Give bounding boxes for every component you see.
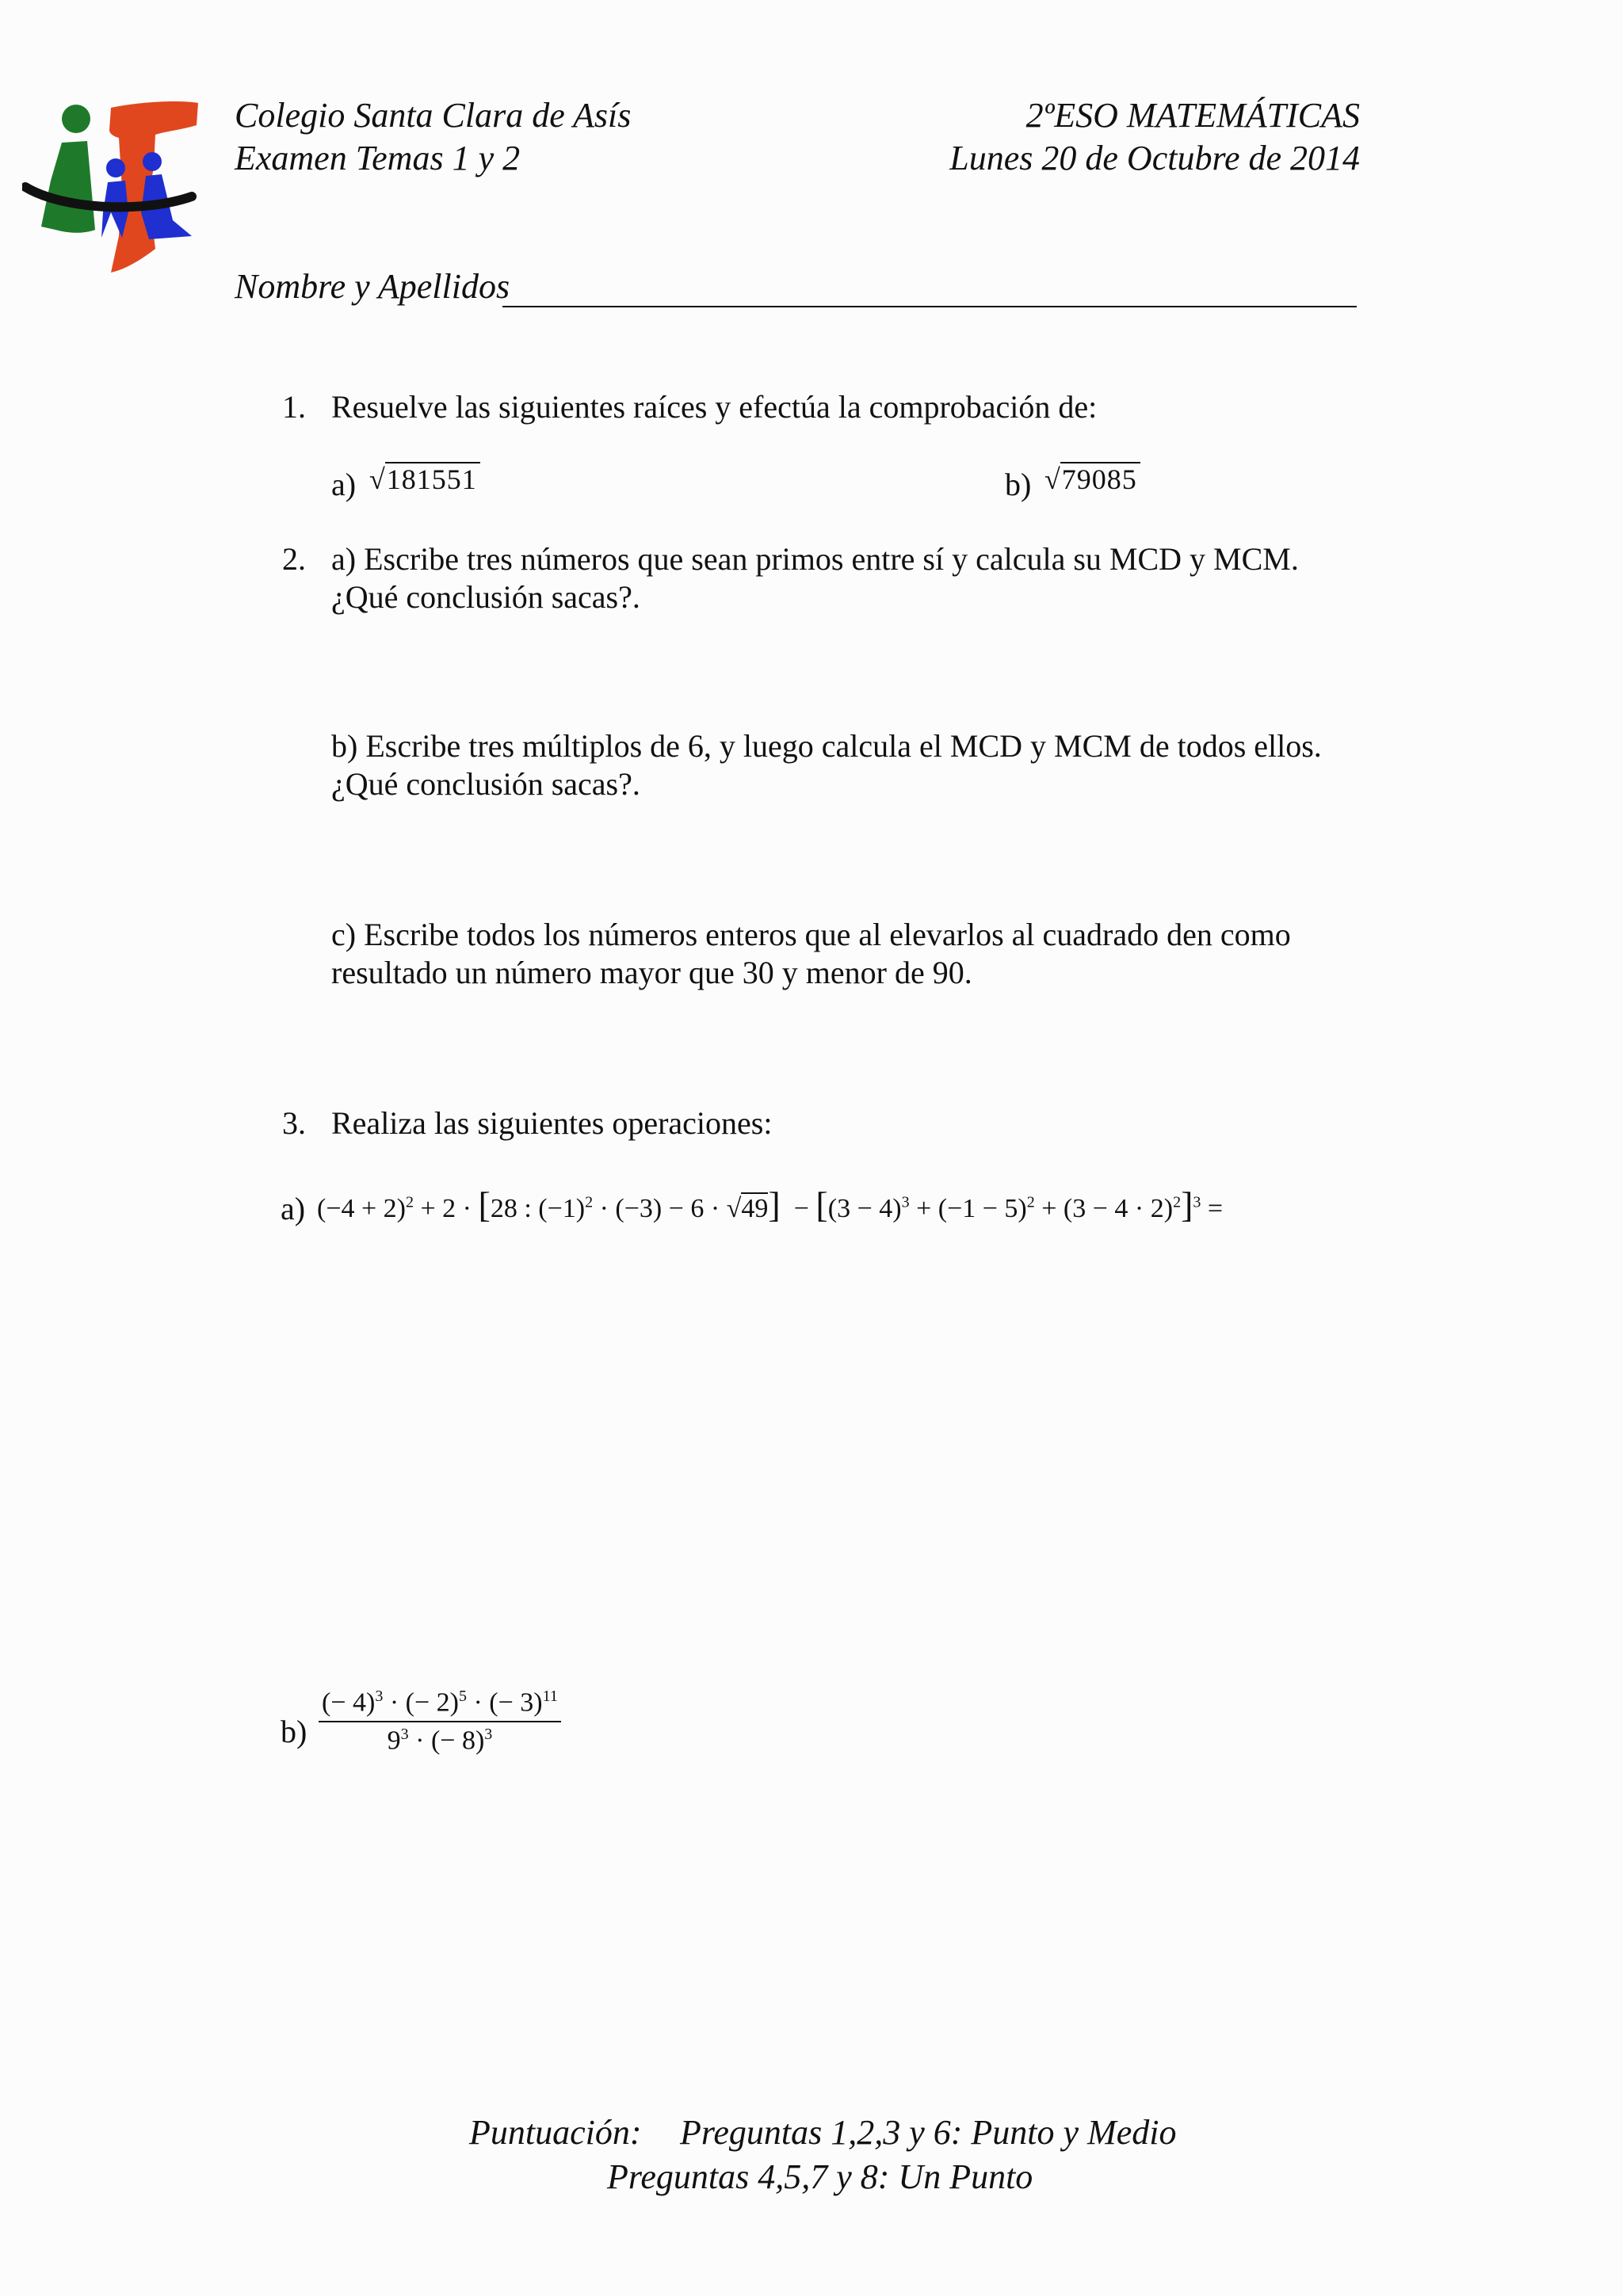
q2b-line1: b) Escribe tres múltiplos de 6, y luego calcula el MCD y MCM de todos ellos. xyxy=(331,728,1322,764)
q1b-radicand: 79085 xyxy=(1060,462,1140,495)
footer-line1: Preguntas 1,2,3 y 6: Punto y Medio xyxy=(680,2113,1177,2152)
q1b-radical: √79085 xyxy=(1044,463,1140,496)
school-logo xyxy=(22,93,204,276)
q3-number: 3. xyxy=(282,1105,306,1141)
q1-number: 1. xyxy=(282,389,306,425)
q2a-line2: ¿Qué conclusión sacas?. xyxy=(331,579,640,615)
logo-green-figure xyxy=(41,141,95,233)
name-input-line[interactable] xyxy=(502,304,1357,307)
q1a-label: a) xyxy=(331,467,357,502)
q1b-label: b) xyxy=(1005,467,1032,502)
exam-title: Examen Temas 1 y 2 xyxy=(235,139,521,177)
q2c-line2: resultado un número mayor que 30 y menor de 90. xyxy=(331,955,972,990)
exam-date: Lunes 20 de Octubre de 2014 xyxy=(949,139,1360,177)
logo-blue-dot-right xyxy=(143,152,162,171)
q1-text: Resuelve las siguientes raíces y efectúa la comprobación de: xyxy=(331,389,1098,425)
q3a-expression: $(-4 + 2)^2 + 2 \cdot [28$ : $(-1)^2 \cdot (-3) - 6 \cdot √49] - [(3 - 4)^3 + (-1 - 5)^2 + (3 - 4 \cdot 2)^2]^3$ = xyxy=(317,1184,1224,1225)
name-label: Nombre y Apellidos xyxy=(235,267,510,306)
footer-line2: Preguntas 4,5,7 y 8: Un Punto xyxy=(607,2157,1033,2196)
school-name: Colegio Santa Clara de Asís xyxy=(235,96,632,135)
q3b-fraction xyxy=(319,1688,561,1756)
q3b-label: b) xyxy=(281,1714,307,1749)
footer-label: Puntuación: xyxy=(469,2113,642,2152)
q3b-numerator: (− 4)$^3$ · (− 2)$^5$ · (− 3)$^{11}$ xyxy=(319,1688,561,1722)
q3b-denominator: $9^3$ · (− 8)$^3$ xyxy=(387,1726,493,1756)
q1a-radicand: 181551 xyxy=(385,462,480,495)
q2b-line2: ¿Qué conclusión sacas?. xyxy=(331,766,640,802)
q3-text: Realiza las siguientes operaciones: xyxy=(331,1105,773,1141)
q1a-radical: √181551 xyxy=(369,463,480,496)
q2-number: 2. xyxy=(282,541,306,577)
course-title: 2ºESO MATEMÁTICAS xyxy=(1025,96,1360,135)
logo-blue-dot-left xyxy=(106,158,125,177)
q2c-line1: c) Escribe todos los números enteros que al elevarlos al cuadrado den como xyxy=(331,917,1291,952)
q2a-line1: a) Escribe tres números que sean primos entre sí y calcula su MCD y MCM. xyxy=(331,541,1299,577)
logo-green-dot xyxy=(62,105,90,133)
q3a-label: a) xyxy=(281,1191,306,1226)
